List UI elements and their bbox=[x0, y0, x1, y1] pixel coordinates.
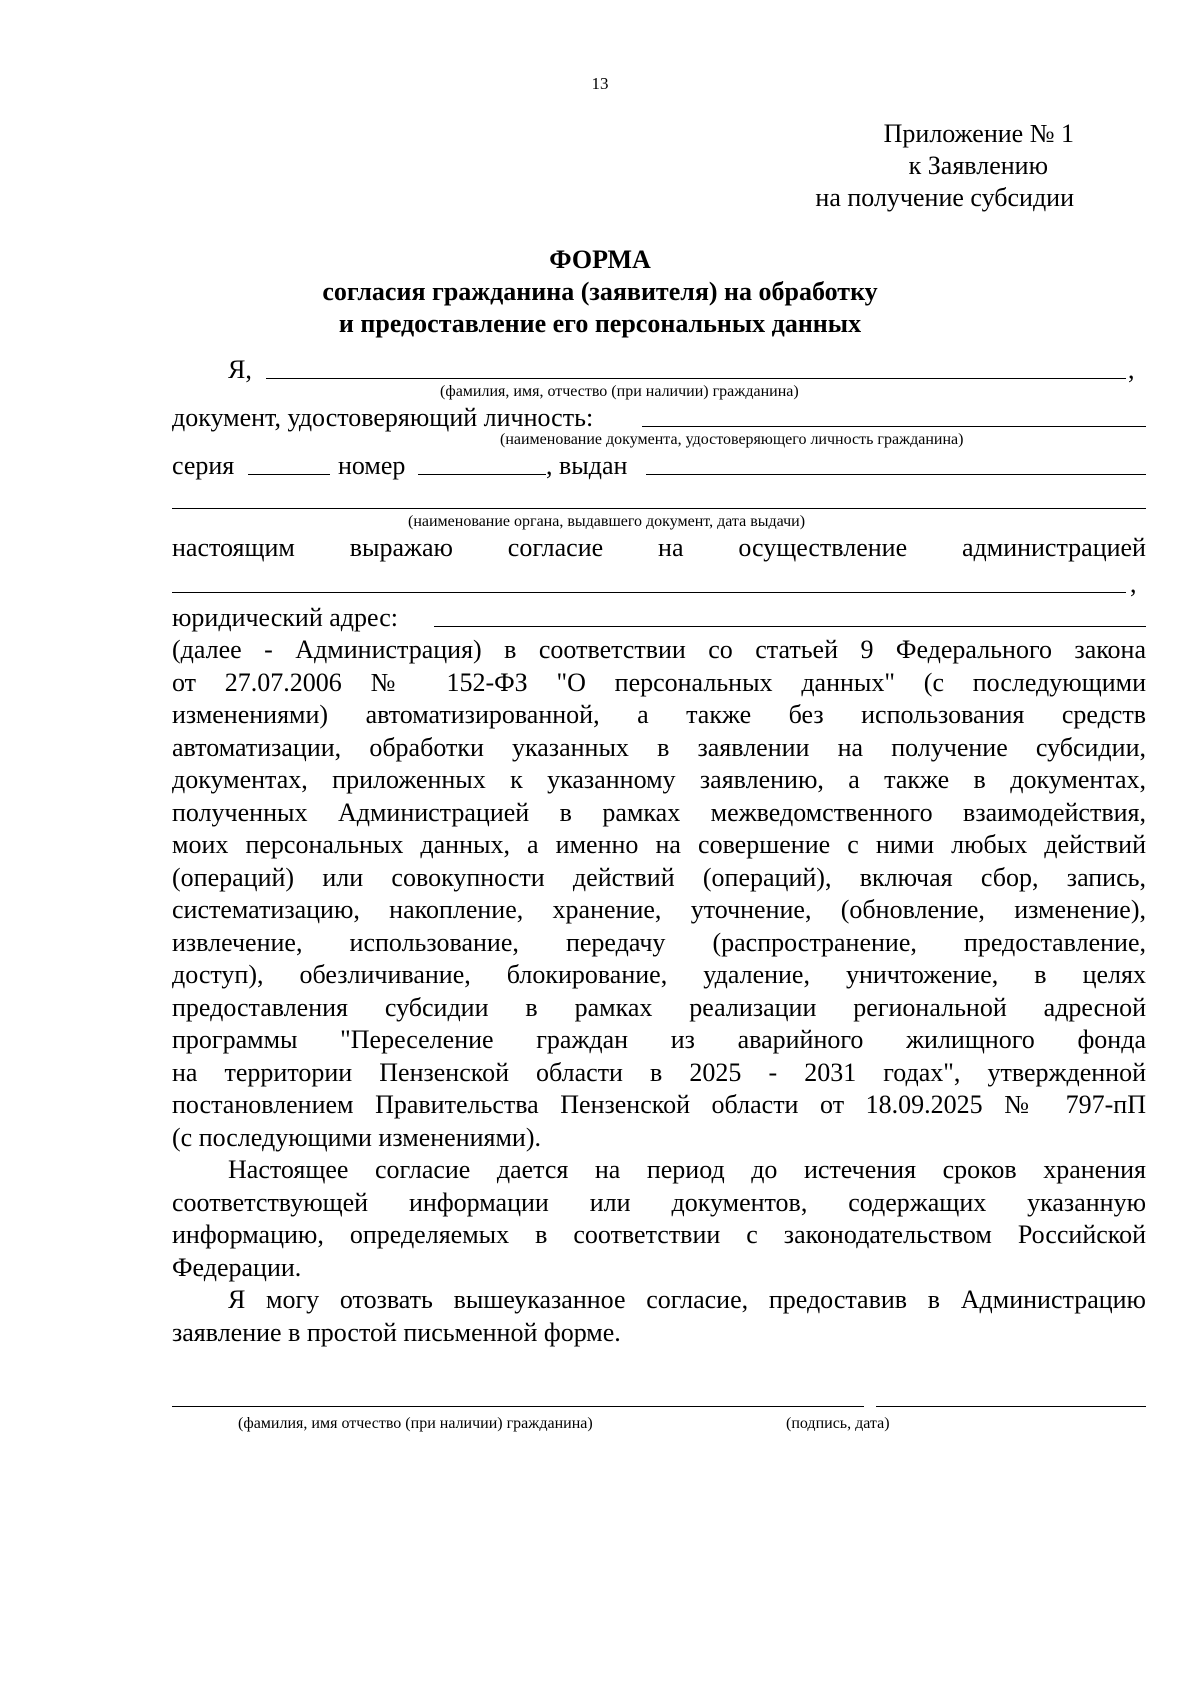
consent-word: согласие bbox=[507, 533, 604, 562]
body-line: автоматизации, обработки указанных в заявлении на получение субсидии, bbox=[172, 732, 1146, 762]
form-subtitle-1: согласия гражданина (заявителя) на обработку bbox=[322, 277, 878, 306]
signature-date-field[interactable] bbox=[876, 1406, 1146, 1407]
body-line: полученных Администрацией в рамках межведомственного взаимодействия, bbox=[172, 797, 1146, 827]
body-line: Я могу отозвать вышеуказанное согласие, предоставив в Администрацию bbox=[228, 1285, 1146, 1314]
form-subtitle-2: и предоставление его персональных данных bbox=[338, 309, 862, 338]
appendix-line-2: к Заявлению bbox=[908, 151, 1048, 180]
administration-field[interactable] bbox=[172, 592, 1126, 593]
number-label: номер bbox=[338, 451, 406, 480]
legal-address-label: юридический адрес: bbox=[172, 603, 398, 632]
consent-word: администрацией bbox=[961, 533, 1146, 562]
body-line: на территории Пензенской области в 2025 - 2031 годах", утвержденной bbox=[172, 1057, 1146, 1087]
issued-label: , выдан bbox=[546, 451, 628, 480]
administration-comma: , bbox=[1130, 569, 1137, 598]
consent-word: настоящим bbox=[172, 533, 295, 562]
body-line: соответствующей информации или документов, содержащих указанную bbox=[172, 1187, 1146, 1217]
series-label: серия bbox=[172, 451, 235, 480]
body-line: Настоящее согласие дается на период до истечения сроков хранения bbox=[228, 1155, 1146, 1184]
signature-fio-field[interactable] bbox=[172, 1406, 864, 1407]
body-line: информацию, определяемых в соответствии с законодательством Российской bbox=[172, 1220, 1146, 1249]
body-line: извлечение, использование, передачу (распространение, предоставление, bbox=[172, 927, 1146, 957]
appendix-header bbox=[815, 118, 1074, 214]
body-line: (с последующими изменениями). bbox=[172, 1122, 542, 1152]
validity-paragraph bbox=[172, 1154, 1146, 1284]
issuer-field-line-2[interactable] bbox=[172, 508, 1146, 509]
legal-address-field[interactable] bbox=[434, 626, 1146, 627]
body-line: Федерации. bbox=[172, 1252, 302, 1282]
consent-line bbox=[172, 532, 1146, 564]
body-line: постановлением Правительства Пензенской области от 18.09.2025 № 797-пП bbox=[172, 1090, 1146, 1119]
series-field[interactable] bbox=[248, 474, 330, 475]
caption-issuer: (наименование органа, выдавшего документ, дата выдачи) bbox=[408, 513, 806, 530]
consent-word: на bbox=[658, 533, 684, 562]
body-line: моих персональных данных, а именно на совершение с ними любых действий bbox=[172, 830, 1146, 859]
body-line: (операций) или совокупности действий (операций), включая сбор, запись, bbox=[172, 862, 1146, 892]
body-line: программы "Переселение граждан из аварийного жилищного фонда bbox=[172, 1025, 1146, 1054]
body-line: заявление в простой письменной форме. bbox=[172, 1317, 621, 1347]
appendix-line-3: на получение субсидии bbox=[815, 183, 1074, 212]
body-line: (далее - Администрация) в соответствии со статьей 9 Федерального закона bbox=[172, 635, 1146, 664]
body-line: систематизацию, накопление, хранение, уточнение, (обновление, изменение), bbox=[172, 895, 1146, 924]
doc-label: документ, удостоверяющий личность: bbox=[172, 403, 594, 432]
number-field[interactable] bbox=[418, 474, 546, 475]
page-number: 13 bbox=[591, 74, 609, 93]
i-label: Я, bbox=[228, 355, 252, 384]
body-line: от 27.07.2006 № 152-ФЗ "О персональных данных" (с последующими bbox=[172, 667, 1146, 697]
caption-doc: (наименование документа, удостоверяющего личность гражданина) bbox=[500, 431, 964, 448]
body-line: документах, приложенных к указанному заявлению, а также в документах, bbox=[172, 765, 1146, 794]
body-line: изменениями) автоматизированной, а также без использования средств bbox=[172, 700, 1146, 729]
fio-field[interactable] bbox=[266, 378, 1126, 379]
caption-signature-date: (подпись, дата) bbox=[786, 1415, 890, 1432]
caption-signature-fio: (фамилия, имя отчество (при наличии) гражданина) bbox=[238, 1415, 593, 1432]
document-field[interactable] bbox=[642, 426, 1146, 427]
revocation-paragraph bbox=[172, 1284, 1146, 1349]
caption-fio: (фамилия, имя, отчество (при наличии) гражданина) bbox=[440, 383, 799, 400]
fio-comma: , bbox=[1128, 355, 1135, 384]
appendix-line-1: Приложение № 1 bbox=[883, 119, 1074, 148]
issued-by-field[interactable] bbox=[646, 474, 1146, 475]
consent-word: осуществление bbox=[738, 533, 908, 562]
body-line: доступ), обезличивание, блокирование, удаление, уничтожение, в целях bbox=[172, 960, 1146, 989]
consent-word: выражаю bbox=[349, 533, 453, 562]
form-title: ФОРМА bbox=[549, 245, 651, 274]
body-line: предоставления субсидии в рамках реализации региональной адресной bbox=[172, 992, 1146, 1022]
consent-body-paragraph bbox=[172, 634, 1146, 1154]
